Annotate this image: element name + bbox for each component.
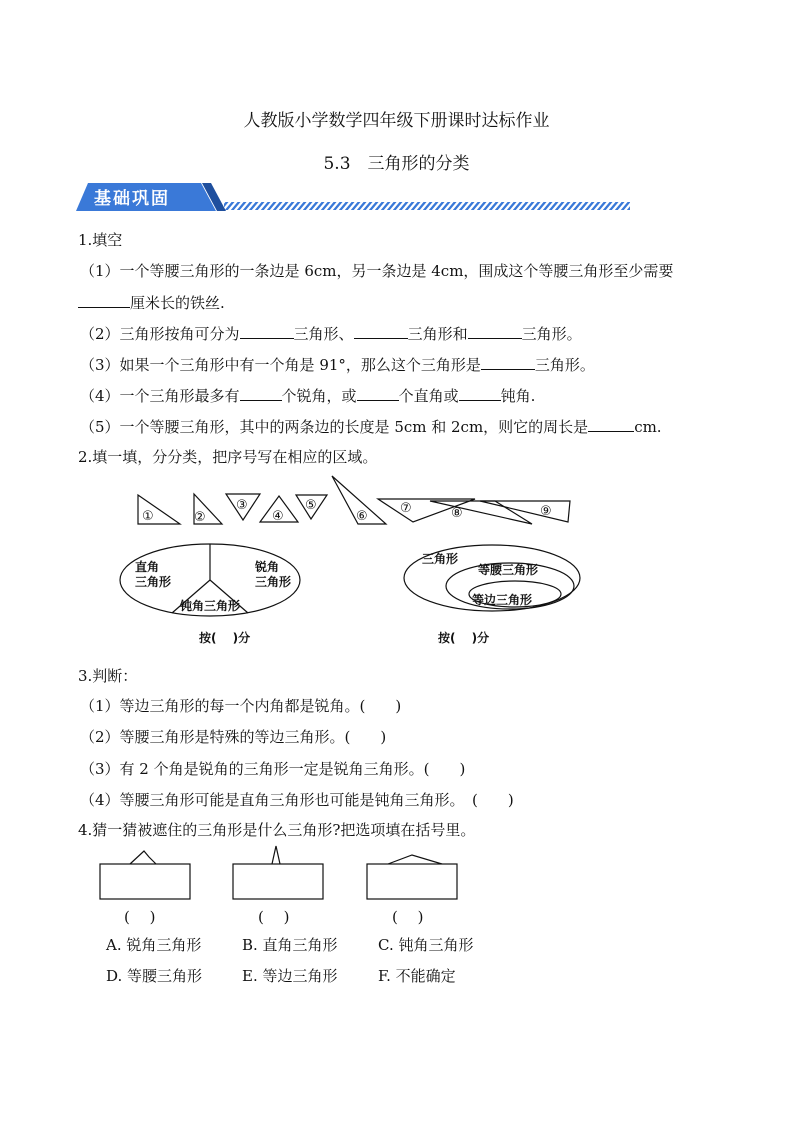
- answer-paren-3[interactable]: ( ): [392, 908, 424, 926]
- nested-outer-label: 三角形: [422, 552, 459, 566]
- banner-label: 基础巩固: [94, 189, 170, 209]
- q1-item-3-text-b: 三角形。: [534, 356, 595, 374]
- answer-blank[interactable]: [78, 292, 130, 308]
- option-b: B. 直角三角形: [242, 936, 338, 954]
- q1-item-3: [80, 354, 595, 375]
- shape-label-8: ⑧: [451, 506, 463, 521]
- q1-heading: 1.填空: [78, 231, 123, 249]
- pie-label-right-angle-2: 三角形: [135, 575, 172, 589]
- shape-label-1: ①: [142, 509, 154, 524]
- q3-item-3: （3）有 2 个角是锐角的三角形一定是锐角三角形。( ): [80, 760, 466, 778]
- q3-item-4: （4）等腰三角形可能是直角三角形也可能是钝角三角形。 ( ): [80, 791, 514, 809]
- q2-heading: 2.填一填，分分类，把序号写在相应的区域。: [78, 448, 378, 466]
- pie-label-obtuse: 钝角三角形: [180, 599, 241, 613]
- option-a: A. 锐角三角形: [106, 936, 202, 954]
- option-c: C. 钝角三角形: [378, 936, 474, 954]
- triangle-8: [430, 501, 532, 524]
- option-d: D. 等腰三角形: [106, 967, 203, 985]
- q1-item-4-text-b: 个锐角，或: [281, 387, 357, 405]
- q1-item-2-text-d: 三角形。: [521, 325, 582, 343]
- q4-heading: 4.猜一猜被遮住的三角形是什么三角形?把选项填在括号里。: [78, 821, 476, 839]
- answer-blank[interactable]: [354, 323, 408, 339]
- q3-item-1: （1）等边三角形的每一个内角都是锐角。( ): [80, 697, 402, 715]
- section-banner: [76, 180, 636, 214]
- nested-middle-label: 等腰三角形: [478, 563, 539, 577]
- angle-classification-diagram: [115, 540, 305, 650]
- triangle-9: [480, 501, 570, 522]
- document-title: 人教版小学数学四年级下册课时达标作业: [243, 111, 550, 131]
- shape-label-5: ⑤: [305, 498, 317, 513]
- q1-item-1-cont: [78, 292, 225, 313]
- q1-item-4-text-d: 钝角.: [500, 387, 536, 405]
- shape-label-2: ②: [194, 510, 206, 525]
- q1-item-1-text: （1）一个等腰三角形的一条边是 6cm，另一条边是 4cm，围成这个等腰三角形至少需要: [80, 262, 674, 280]
- nested-caption: 按( )分: [438, 631, 490, 645]
- answer-paren-2[interactable]: ( ): [258, 908, 290, 926]
- hidden-triangle-2-tip: [272, 846, 280, 864]
- cover-box-2: [233, 864, 323, 899]
- q3-heading: 3.判断：: [78, 667, 138, 685]
- q1-item-2: [80, 323, 582, 344]
- answer-blank[interactable]: [459, 385, 501, 401]
- q1-item-1: [80, 261, 673, 281]
- cover-box-1: [100, 864, 190, 899]
- q1-item-4-text-c: 个直角或: [398, 387, 459, 405]
- cover-box-3: [367, 864, 457, 899]
- answer-blank[interactable]: [481, 354, 535, 370]
- q1-item-4: [80, 385, 535, 406]
- q1-item-1-suffix: 厘米长的铁丝.: [130, 294, 225, 312]
- answer-blank[interactable]: [468, 323, 522, 339]
- q1-item-2-text: （2）三角形按角可分为: [80, 325, 240, 343]
- shape-label-7: ⑦: [400, 501, 412, 516]
- pie-label-acute-1: 锐角: [255, 560, 280, 574]
- q1-item-5: [80, 416, 662, 437]
- shape-label-9: ⑨: [540, 504, 552, 519]
- side-classification-diagram: [400, 540, 590, 650]
- option-f: F. 不能确定: [378, 967, 456, 985]
- shape-label-4: ④: [272, 509, 284, 524]
- q1-item-2-text-c: 三角形和: [407, 325, 468, 343]
- pie-label-acute-2: 三角形: [255, 575, 292, 589]
- q3-item-2: （2）等腰三角形是特殊的等边三角形。( ): [80, 728, 387, 746]
- shape-label-3: ③: [236, 498, 248, 513]
- hidden-triangle-3-tip: [388, 855, 442, 864]
- nested-inner-label: 等边三角形: [472, 593, 533, 607]
- hidden-triangle-1-tip: [130, 851, 156, 864]
- answer-blank[interactable]: [240, 385, 282, 401]
- answer-blank[interactable]: [240, 323, 294, 339]
- lesson-subtitle: 5.3 三角形的分类: [323, 154, 470, 174]
- q1-item-3-text: （3）如果一个三角形中有一个角是 91°，那么这个三角形是: [80, 356, 481, 374]
- shape-label-6: ⑥: [356, 509, 368, 524]
- answer-blank[interactable]: [357, 385, 399, 401]
- pie-label-right-angle-1: 直角: [135, 560, 160, 574]
- triangle-shapes: [130, 474, 590, 530]
- q1-item-5-text: （5）一个等腰三角形，其中的两条边的长度是 5cm 和 2cm，则它的周长是: [80, 418, 589, 436]
- hidden-triangles: [96, 842, 466, 902]
- answer-blank[interactable]: [588, 416, 634, 432]
- q1-item-2-text-b: 三角形、: [293, 325, 354, 343]
- answer-paren-1[interactable]: ( ): [124, 908, 156, 926]
- q1-item-5-text-b: cm.: [634, 418, 662, 436]
- pie-caption: 按( )分: [199, 631, 251, 645]
- option-e: E. 等边三角形: [242, 967, 338, 985]
- q1-item-4-text: （4）一个三角形最多有: [80, 387, 240, 405]
